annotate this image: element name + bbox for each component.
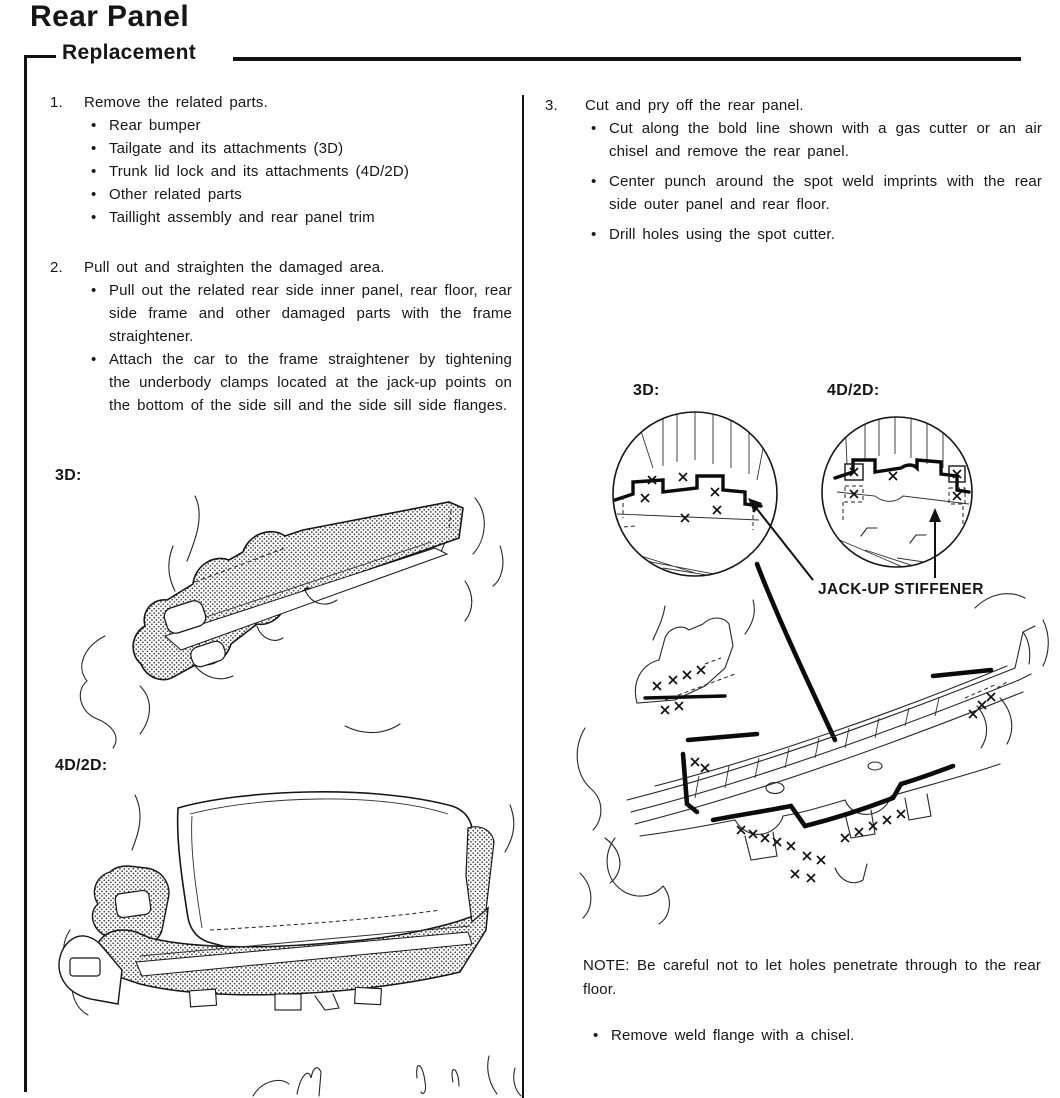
step-3-bullets [545,117,1042,246]
step-3-text: Cut and pry off the rear panel. [585,97,804,114]
section-bracket-top [24,55,56,58]
list-item: Taillight assembly and rear panel trim [109,209,375,226]
figure-3d-rear-panel [45,486,520,751]
step-3 [545,94,1042,246]
callout-arrow-right [929,508,941,578]
bullet-icon: • [91,351,97,368]
figure-3d-label: 3D: [55,467,82,484]
list-item: Rear bumper [109,117,201,134]
step-2 [50,256,512,417]
final-bullet-row [590,1024,1040,1047]
page-title: Rear Panel [30,0,190,33]
detail-3d-label: 3D: [633,382,660,399]
figure-4d2d-label: 4D/2D: [55,757,108,774]
list-item: Other related parts [109,186,242,203]
list-item: Attach the car to the frame straightener by tightening the underbody clamps located at the jack-up points on the bottom of the side sill and the side sill side flanges. [109,351,512,414]
step-1-number: 1. [50,94,63,111]
figure-sketch-fragments [85,1048,525,1098]
bullet-icon: • [591,173,597,190]
step-3-number: 3. [545,97,558,114]
bullet-icon: • [91,163,97,180]
detail-4d2d-label: 4D/2D: [827,382,880,399]
figure-cut-detail [545,368,1060,958]
bullet-icon: • [91,117,97,134]
rear-panel-cut-illustration [577,594,1048,924]
list-item: Drill holes using the spot cutter. [609,226,836,243]
list-item: Cut along the bold line shown with a gas cutter or an air chisel and remove the rear panel. [609,120,1042,160]
step-2-number: 2. [50,259,63,276]
step-1 [50,91,512,229]
step-2-bullets [50,279,512,417]
left-border-line [24,55,27,1092]
list-item: Pull out the related rear side inner panel, rear floor, rear side frame and other damaged parts with the frame straightener. [109,282,512,345]
bullet-icon: • [91,140,97,157]
detail-circle-4d2d [835,402,969,573]
bullet-icon: • [591,226,597,243]
bullet-icon: • [593,1027,599,1044]
bullet-icon: • [591,120,597,137]
bullet-icon: • [91,186,97,203]
bullet-icon: • [91,282,97,299]
figure-4d2d-rear-panel [40,780,525,1022]
step-1-bullets [50,114,512,229]
list-item: Remove weld flange with a chisel. [611,1027,855,1044]
list-item: Trunk lid lock and its attachments (4D/2D) [109,163,410,180]
list-item: Center punch around the spot weld imprints with the rear side outer panel and rear floor. [609,173,1042,213]
step-1-text: Remove the related parts. [84,94,268,111]
bullet-icon: • [91,209,97,226]
list-item: Tailgate and its attachments (3D) [109,140,344,157]
detail-circle-3d [600,410,765,582]
section-title: Replacement [62,41,197,64]
note-text: NOTE: Be careful not to let holes penetrate through to the rear floor. [583,957,1041,998]
step-2-text: Pull out and straighten the damaged area. [84,259,385,276]
section-rule [233,57,1021,61]
jack-up-stiffener-callout: JACK-UP STIFFENER [818,581,984,598]
